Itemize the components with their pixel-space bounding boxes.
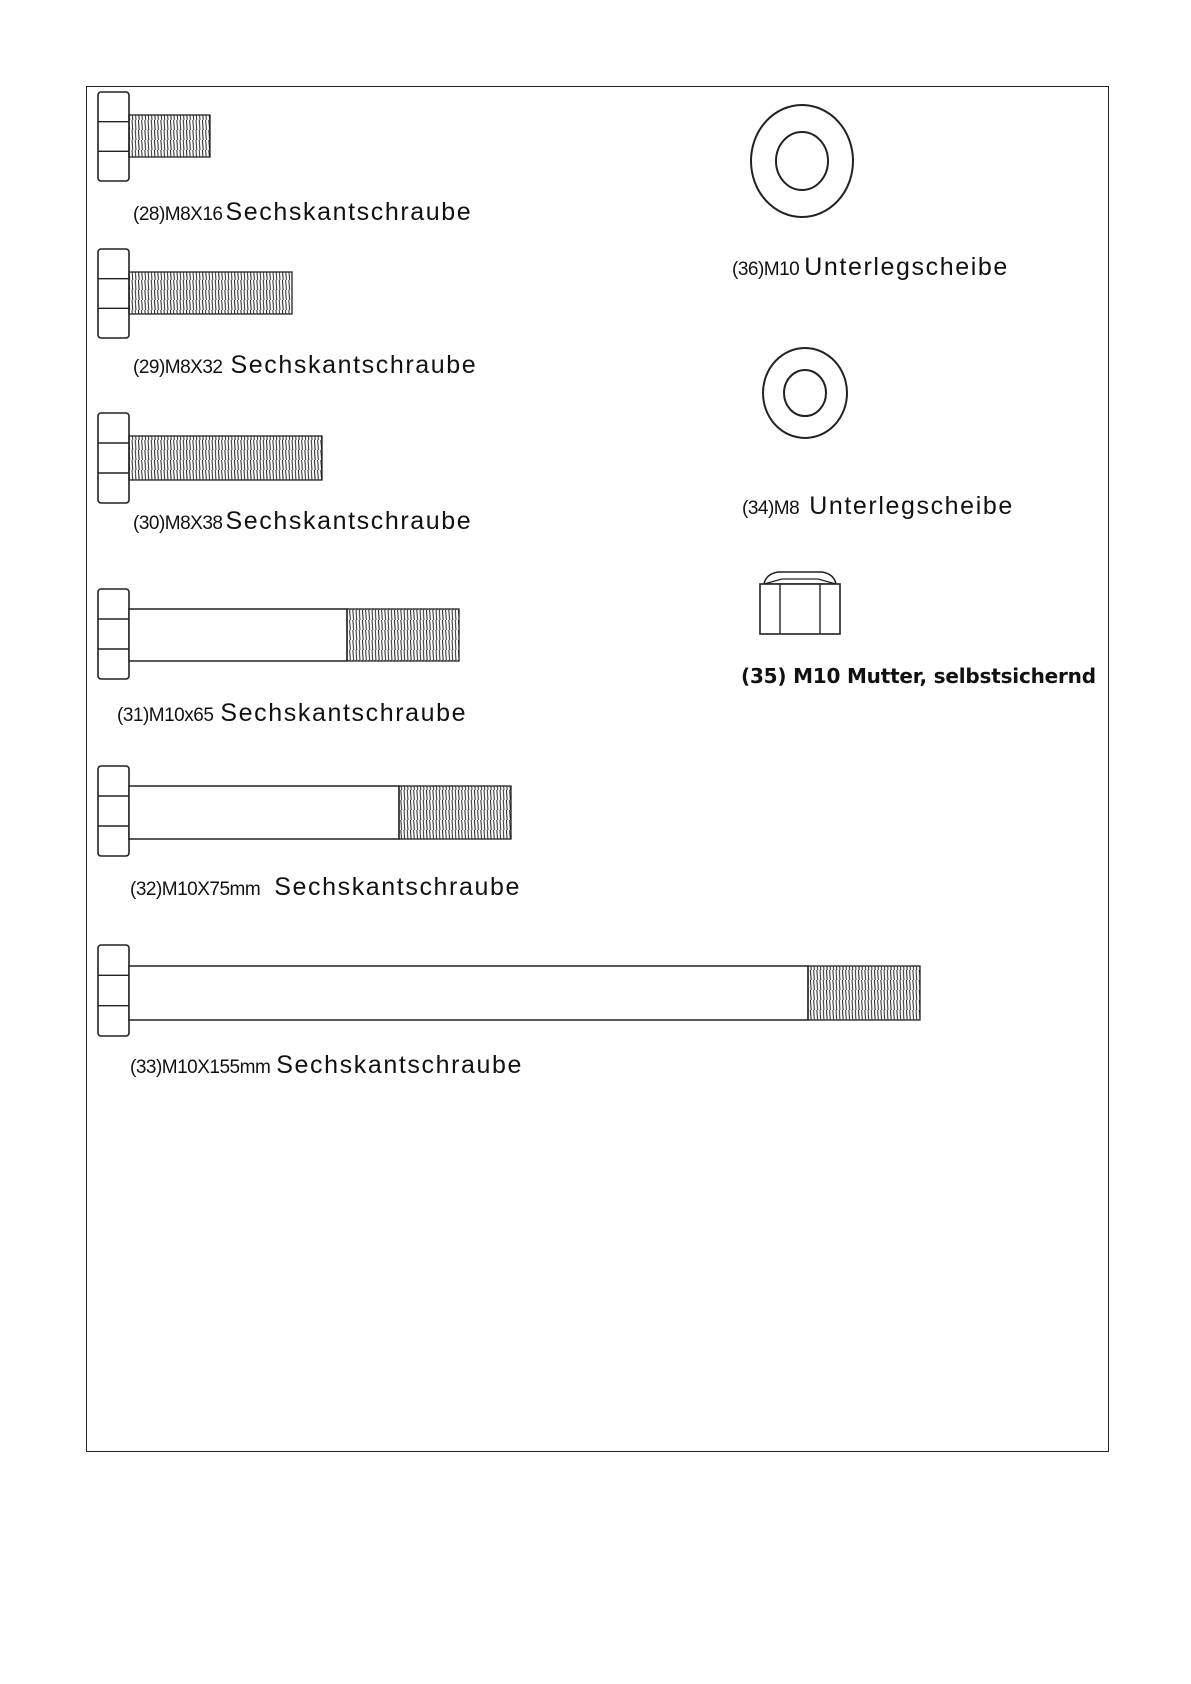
washer-icon <box>751 105 853 217</box>
part-name: Sechskantschraube <box>225 198 473 226</box>
part-name: Sechskantschraube <box>230 351 478 379</box>
part-name: Sechskantschraube <box>225 507 473 535</box>
bolt-icon <box>98 249 292 338</box>
part-label-30 <box>133 509 472 534</box>
part-label-28 <box>133 200 472 225</box>
part-code: (33)M10X155mm <box>130 1057 271 1078</box>
part-code: (28)M8X16 <box>133 204 223 225</box>
part-code: (34)M8 <box>742 498 800 519</box>
part-label-36 <box>732 255 1009 280</box>
part-code: (29)M8X32 <box>133 357 223 378</box>
bolt-icon <box>98 92 210 181</box>
part-label-32 <box>130 875 521 900</box>
part-code: (30)M8X38 <box>133 513 223 534</box>
bolt-icon <box>98 766 511 856</box>
lock-nut-icon <box>760 572 840 634</box>
part-name: Unterlegscheibe <box>809 492 1014 520</box>
part-label-34 <box>742 494 1014 519</box>
part-label-35: (35) M10 Mutter, selbstsichernd <box>741 664 1096 688</box>
part-name: Sechskantschraube <box>220 699 468 727</box>
bolt-icon <box>98 945 920 1036</box>
part-code: (36)M10 <box>732 259 800 280</box>
part-name: Sechskantschraube <box>274 873 521 901</box>
part-code: (31)M10x65 <box>117 705 214 726</box>
part-name: Unterlegscheibe <box>804 253 1009 281</box>
part-label-29 <box>133 353 477 378</box>
bolt-icon <box>98 589 459 679</box>
part-label-33 <box>130 1053 523 1078</box>
bolt-icon <box>98 413 322 503</box>
part-name: Sechskantschraube <box>276 1051 524 1079</box>
washer-icon <box>763 348 847 438</box>
part-code: (32)M10X75mm <box>130 879 261 900</box>
part-label-31 <box>117 701 467 726</box>
